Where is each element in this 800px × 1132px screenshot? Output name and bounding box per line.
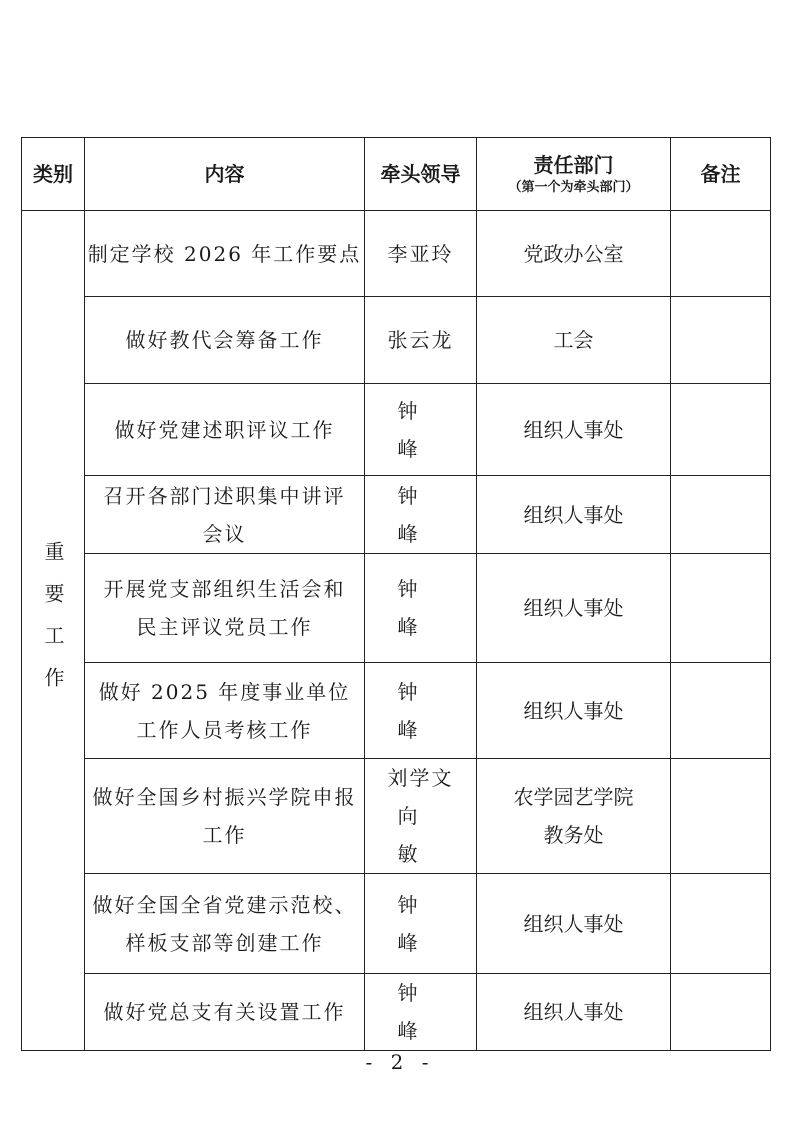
content-cell-line: 样板支部等创建工作 bbox=[125, 930, 324, 955]
leader-cell bbox=[365, 874, 477, 974]
leader-cell bbox=[365, 211, 477, 297]
department-cell bbox=[477, 759, 671, 874]
table-row bbox=[22, 974, 771, 1051]
page-number: - 2 - bbox=[365, 1050, 435, 1074]
content-cell bbox=[85, 476, 365, 554]
table-row bbox=[22, 384, 771, 476]
header-leader: 牵头领导 bbox=[365, 138, 477, 211]
category-cell bbox=[22, 211, 85, 1051]
remarks-cell bbox=[671, 974, 771, 1051]
content-cell bbox=[85, 759, 365, 874]
table-row bbox=[22, 759, 771, 874]
leader-cell-line: 钟 峰 bbox=[397, 679, 444, 742]
content-cell bbox=[85, 297, 365, 384]
department-cell-line: 组织人事处 bbox=[523, 1000, 624, 1024]
department-cell-line: 农学园艺学院 bbox=[513, 785, 634, 809]
content-cell-line: 开展党支部组织生活会和 bbox=[103, 577, 346, 601]
content-cell-line: 做好教代会筹备工作 bbox=[125, 328, 324, 352]
leader-cell-line: 钟 峰 bbox=[397, 577, 444, 639]
leader-cell-line: 钟 峰 bbox=[397, 483, 444, 546]
content-cell-line: 工作 bbox=[202, 823, 247, 847]
remarks-cell bbox=[671, 211, 771, 297]
remarks-cell bbox=[671, 874, 771, 974]
department-cell-line: 组织人事处 bbox=[523, 911, 624, 936]
department-cell bbox=[477, 476, 671, 554]
category-label: 重要工作 bbox=[41, 540, 65, 709]
leader-cell bbox=[365, 554, 477, 663]
remarks-cell bbox=[671, 384, 771, 476]
leader-cell bbox=[365, 759, 477, 874]
table-row bbox=[22, 476, 771, 554]
leader-cell-line: 张云龙 bbox=[387, 328, 454, 352]
department-cell-line: 党政办公室 bbox=[523, 241, 624, 266]
department-cell bbox=[477, 974, 671, 1051]
department-cell bbox=[477, 663, 671, 759]
work-table bbox=[21, 137, 771, 1051]
department-cell-line: 教务处 bbox=[543, 823, 604, 847]
table-row bbox=[22, 297, 771, 384]
department-cell-line: 组织人事处 bbox=[523, 502, 624, 527]
department-cell-line: 组织人事处 bbox=[523, 596, 624, 620]
content-cell bbox=[85, 663, 365, 759]
leader-cell bbox=[365, 476, 477, 554]
department-cell-line: 组织人事处 bbox=[523, 417, 624, 442]
leader-cell bbox=[365, 974, 477, 1051]
department-cell-line: 组织人事处 bbox=[523, 698, 624, 723]
remarks-cell bbox=[671, 476, 771, 554]
header-content: 内容 bbox=[85, 138, 365, 211]
remarks-cell bbox=[671, 663, 771, 759]
table-row bbox=[22, 663, 771, 759]
header-remarks: 备注 bbox=[671, 138, 771, 211]
leader-cell-line: 向 敏 bbox=[397, 804, 444, 866]
table-row bbox=[22, 554, 771, 663]
leader-cell bbox=[365, 297, 477, 384]
content-cell-line: 做好全国乡村振兴学院申报 bbox=[92, 785, 357, 809]
content-cell bbox=[85, 874, 365, 974]
header-department-label: 责任部门 bbox=[533, 153, 614, 177]
table-row bbox=[22, 211, 771, 297]
header-department bbox=[477, 138, 671, 211]
content-cell bbox=[85, 211, 365, 297]
table-header-row bbox=[22, 138, 771, 211]
remarks-cell bbox=[671, 554, 771, 663]
leader-cell-line: 钟 峰 bbox=[397, 981, 444, 1043]
content-cell bbox=[85, 974, 365, 1051]
department-cell bbox=[477, 554, 671, 663]
department-cell bbox=[477, 874, 671, 974]
content-cell bbox=[85, 554, 365, 663]
content-cell-line: 做好党建述职评议工作 bbox=[114, 417, 335, 442]
leader-cell-line: 李亚玲 bbox=[387, 241, 454, 266]
leader-cell-line: 钟 峰 bbox=[397, 398, 444, 461]
department-cell-line: 工会 bbox=[553, 328, 594, 352]
content-cell-line: 会议 bbox=[202, 521, 247, 546]
content-cell-line: 民主评议党员工作 bbox=[136, 615, 313, 639]
leader-cell bbox=[365, 384, 477, 476]
remarks-cell bbox=[671, 759, 771, 874]
table-row bbox=[22, 874, 771, 974]
header-department-note: （第一个为牵头部门） bbox=[508, 180, 639, 195]
leader-cell bbox=[365, 663, 477, 759]
content-cell bbox=[85, 384, 365, 476]
department-cell bbox=[477, 211, 671, 297]
remarks-cell bbox=[671, 297, 771, 384]
department-cell bbox=[477, 297, 671, 384]
content-cell-line: 召开各部门述职集中讲评 bbox=[103, 483, 346, 508]
header-category: 类别 bbox=[22, 138, 85, 211]
content-cell-line: 做好 2025 年度事业单位 bbox=[98, 679, 351, 704]
content-cell-line: 工作人员考核工作 bbox=[136, 717, 313, 742]
content-cell-line: 制定学校 2026 年工作要点 bbox=[87, 241, 362, 266]
content-cell-line: 做好全国全省党建示范校、 bbox=[92, 892, 357, 917]
content-cell-line: 做好党总支有关设置工作 bbox=[103, 1000, 346, 1024]
leader-cell-line: 刘学文 bbox=[387, 766, 454, 790]
leader-cell-line: 钟 峰 bbox=[397, 892, 444, 955]
department-cell bbox=[477, 384, 671, 476]
